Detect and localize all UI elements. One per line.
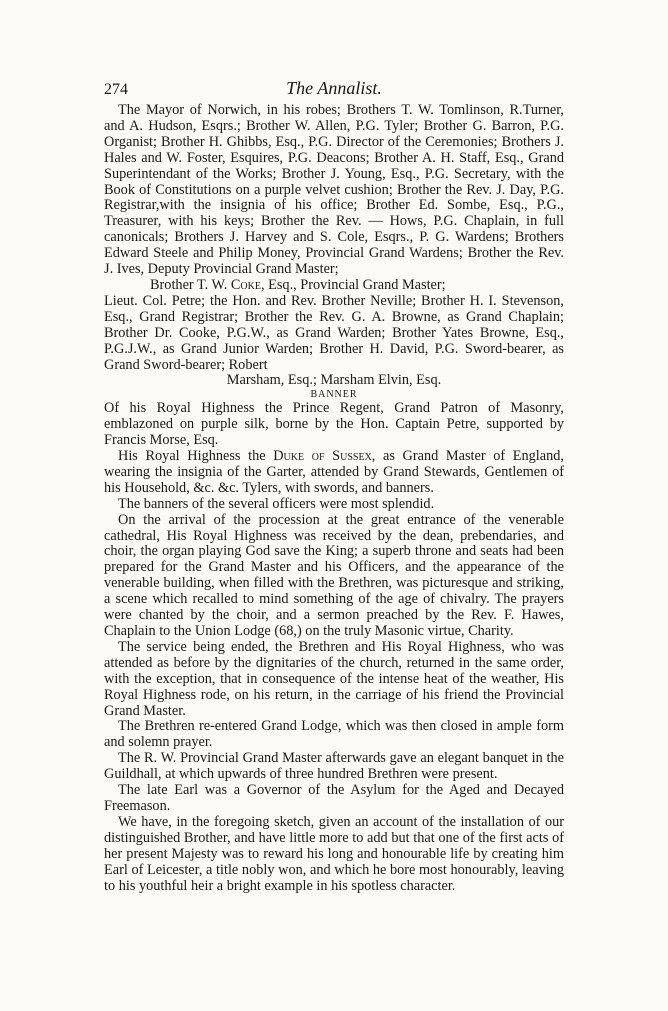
- lodge-closed-paragraph: The Brethren re-entered Grand Lodge, which was then closed in ample form and solemn prayer.: [104, 718, 564, 751]
- banner-description: Of his Royal Highness the Prince Regent, Grand Patron of Masonry, emblazoned on purple silk, borne by the Hon. Captain Petre, supported by Francis Morse, Esq.: [104, 400, 564, 449]
- cathedral-paragraph: On the arrival of the procession at the great entrance of the venerable cathedral, His Royal Highness was received by the dean, prebendaries, and choir, the organ playing God save the King; a superb throne and seats had been prepared for the Grand Master and his Officers, and the appearance of the venerable building, when filled with the Brethren, was picturesque and striking, a scene which recalled to mind something of the age of chivalry. The prayers were chanted by the choir, and a sermon preached by the Rev. F. Hawes, Chaplain to the Union Lodge (68,) on the truly Masonic virtue, Charity.: [104, 511, 564, 639]
- grand-master-suffix: , Esq., Provincial Grand Master;: [260, 276, 446, 293]
- officers-list-end: Marsham, Esq.; Marsham Elvin, Esq.: [226, 372, 442, 389]
- page-header: [104, 78, 564, 99]
- asylum-paragraph: The late Earl was a Governor of the Asylum for the Aged and Decayed Freemason.: [104, 782, 564, 814]
- banner-heading: BANNER: [310, 389, 358, 401]
- page-number: 274: [104, 81, 128, 98]
- duke-paragraph: [104, 449, 564, 497]
- grand-master-name: Coke: [230, 276, 261, 293]
- procession-list: The Mayor of Norwich, in his robes; Brothers T. W. Tomlinson, R.Turner, and A. Hudson, Esqrs.; Brother W. Allen, P.G. Tyler; Brother G. Barron, P.G. Organist; Brother H. Ghibbs, Esq., P.G. Director of the Ceremonies; Brothers J. Hales and W. Foster, Esquires, P.G. Deacons; Brother A. H. Staff, Esq., Grand Superintendant of the Works; Brother J. Young, Esq., P.G. Secretary, with the Book of Constitutions on a purple velvet cushion; Brother the Rev. J. Day, P.G. Registrar,with the insignia of his office; Brother Ed. Sombe, Esq., P.G., Treasurer, with his keys; Brother the Rev. — Hows, P.G. Chaplain, in full canonicals; Brothers J. Harvey and S. Cole, Esqrs., P. G. Wardens; Brothers Edward Steele and Philip Money, Provincial Grand Wardens; Brother the Rev. J. Ives, Deputy Provincial Grand Master;: [104, 102, 564, 278]
- duke-title: Duke of Sussex: [273, 448, 372, 465]
- duke-suffix: , as Grand Master of England, wearing the insignia of the Garter, attended by Grand Stewards, Gentlemen of his Household, &c. &c. Tylers, with swords, and banners.: [104, 448, 564, 496]
- banners-paragraph: The banners of the several officers were most splendid.: [118, 495, 435, 512]
- grand-master-line: [104, 278, 564, 294]
- duke-prefix: His Royal Highness the: [118, 448, 274, 465]
- officers-list: Lieut. Col. Petre; the Hon. and Rev. Brother Neville; Brother H. I. Stevenson, Esq., Grand Registrar; Brother the Rev. G. A. Browne, as Grand Chaplain; Brother Dr. Cooke, P.G.W., as Grand Warden; Brother Yates Browne, Esq., P.G.J.W., as Grand Junior Warden; Brother H. David, P.G. Sword-bearer, as Grand Sword-bearer; Robert: [104, 292, 564, 373]
- service-paragraph: The service being ended, the Brethren and His Royal Highness, who was attended as before by the dignitaries of the church, returned in the same order, with the exception, that in consequence of the intense heat of the weather, His Royal Highness rode, on his return, in the carriage of his friend the Provincial Grand Master.: [104, 638, 564, 719]
- body-text: [104, 103, 564, 894]
- closing-paragraph: We have, in the foregoing sketch, given an account of the installation of our distinguished Brother, and have little more to add but that one of the first acts of her present Majesty was to reward his long and honourable life by creating him Earl of Leicester, a title nobly won, and which he bore most honourably, leaving to his youthful heir a bright example in his spotless character.: [104, 813, 564, 894]
- banquet-paragraph: The R. W. Provincial Grand Master afterwards gave an elegant banquet in the Guildhall, at which upwards of three hundred Brethren were present.: [104, 750, 564, 783]
- running-title: The Annalist.: [286, 78, 382, 98]
- grand-master-prefix: Brother T. W.: [150, 276, 231, 293]
